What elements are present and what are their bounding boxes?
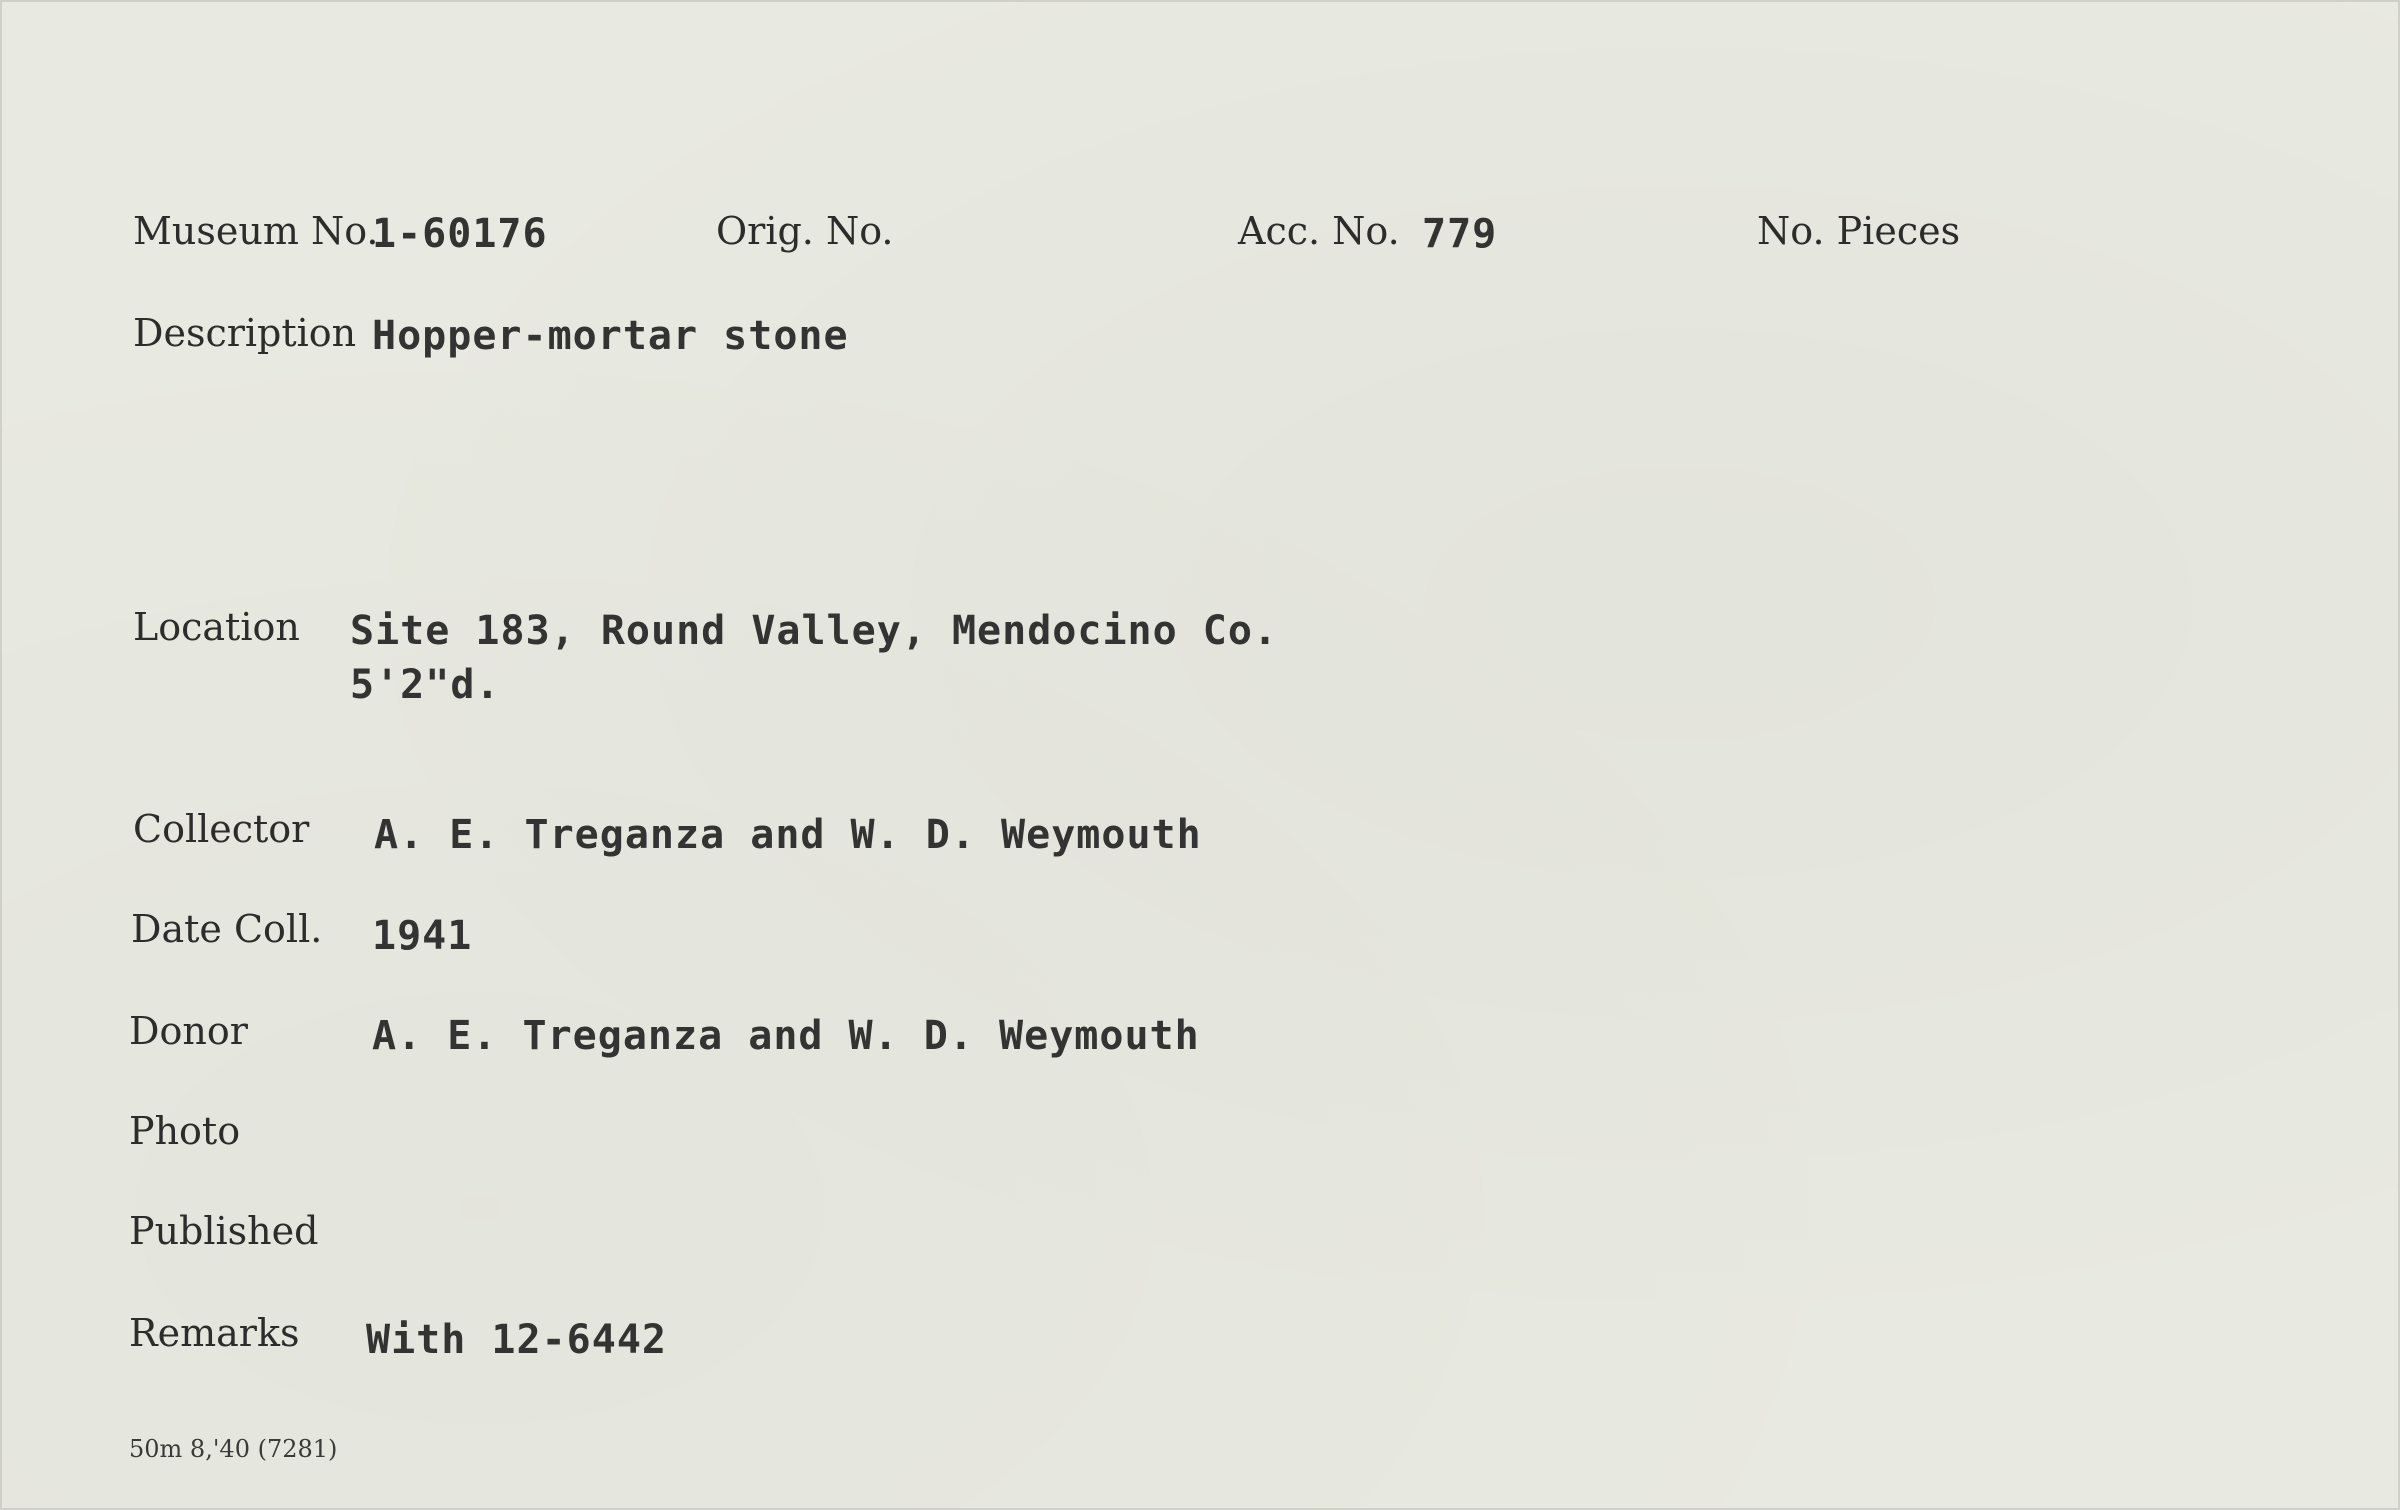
museum-no-label: Museum No. — [133, 209, 379, 253]
date-coll-value: 1941 — [372, 913, 473, 959]
description-label: Description — [133, 311, 357, 355]
no-pieces-label: No. Pieces — [1757, 209, 1961, 253]
donor-label: Donor — [129, 1009, 248, 1053]
remarks-value: With 12-6442 — [366, 1317, 667, 1363]
date-coll-label: Date Coll. — [131, 907, 323, 951]
description-value: Hopper-mortar stone — [372, 313, 849, 359]
collector-value: A. E. Treganza and W. D. Weymouth — [374, 812, 1202, 858]
location-value-line2: 5'2"d. — [350, 662, 501, 708]
published-label: Published — [129, 1209, 319, 1253]
acc-no-label: Acc. No. — [1238, 209, 1400, 253]
photo-label: Photo — [129, 1109, 241, 1153]
remarks-label: Remarks — [129, 1311, 300, 1355]
location-label: Location — [133, 605, 300, 649]
museum-no-value: 1-60176 — [372, 211, 548, 257]
collector-label: Collector — [133, 807, 310, 851]
print-code: 50m 8,'40 (7281) — [129, 1435, 338, 1463]
orig-no-label: Orig. No. — [716, 209, 894, 253]
acc-no-value: 779 — [1422, 211, 1498, 257]
donor-value: A. E. Treganza and W. D. Weymouth — [372, 1013, 1200, 1059]
location-value-line1: Site 183, Round Valley, Mendocino Co. — [350, 608, 1279, 654]
